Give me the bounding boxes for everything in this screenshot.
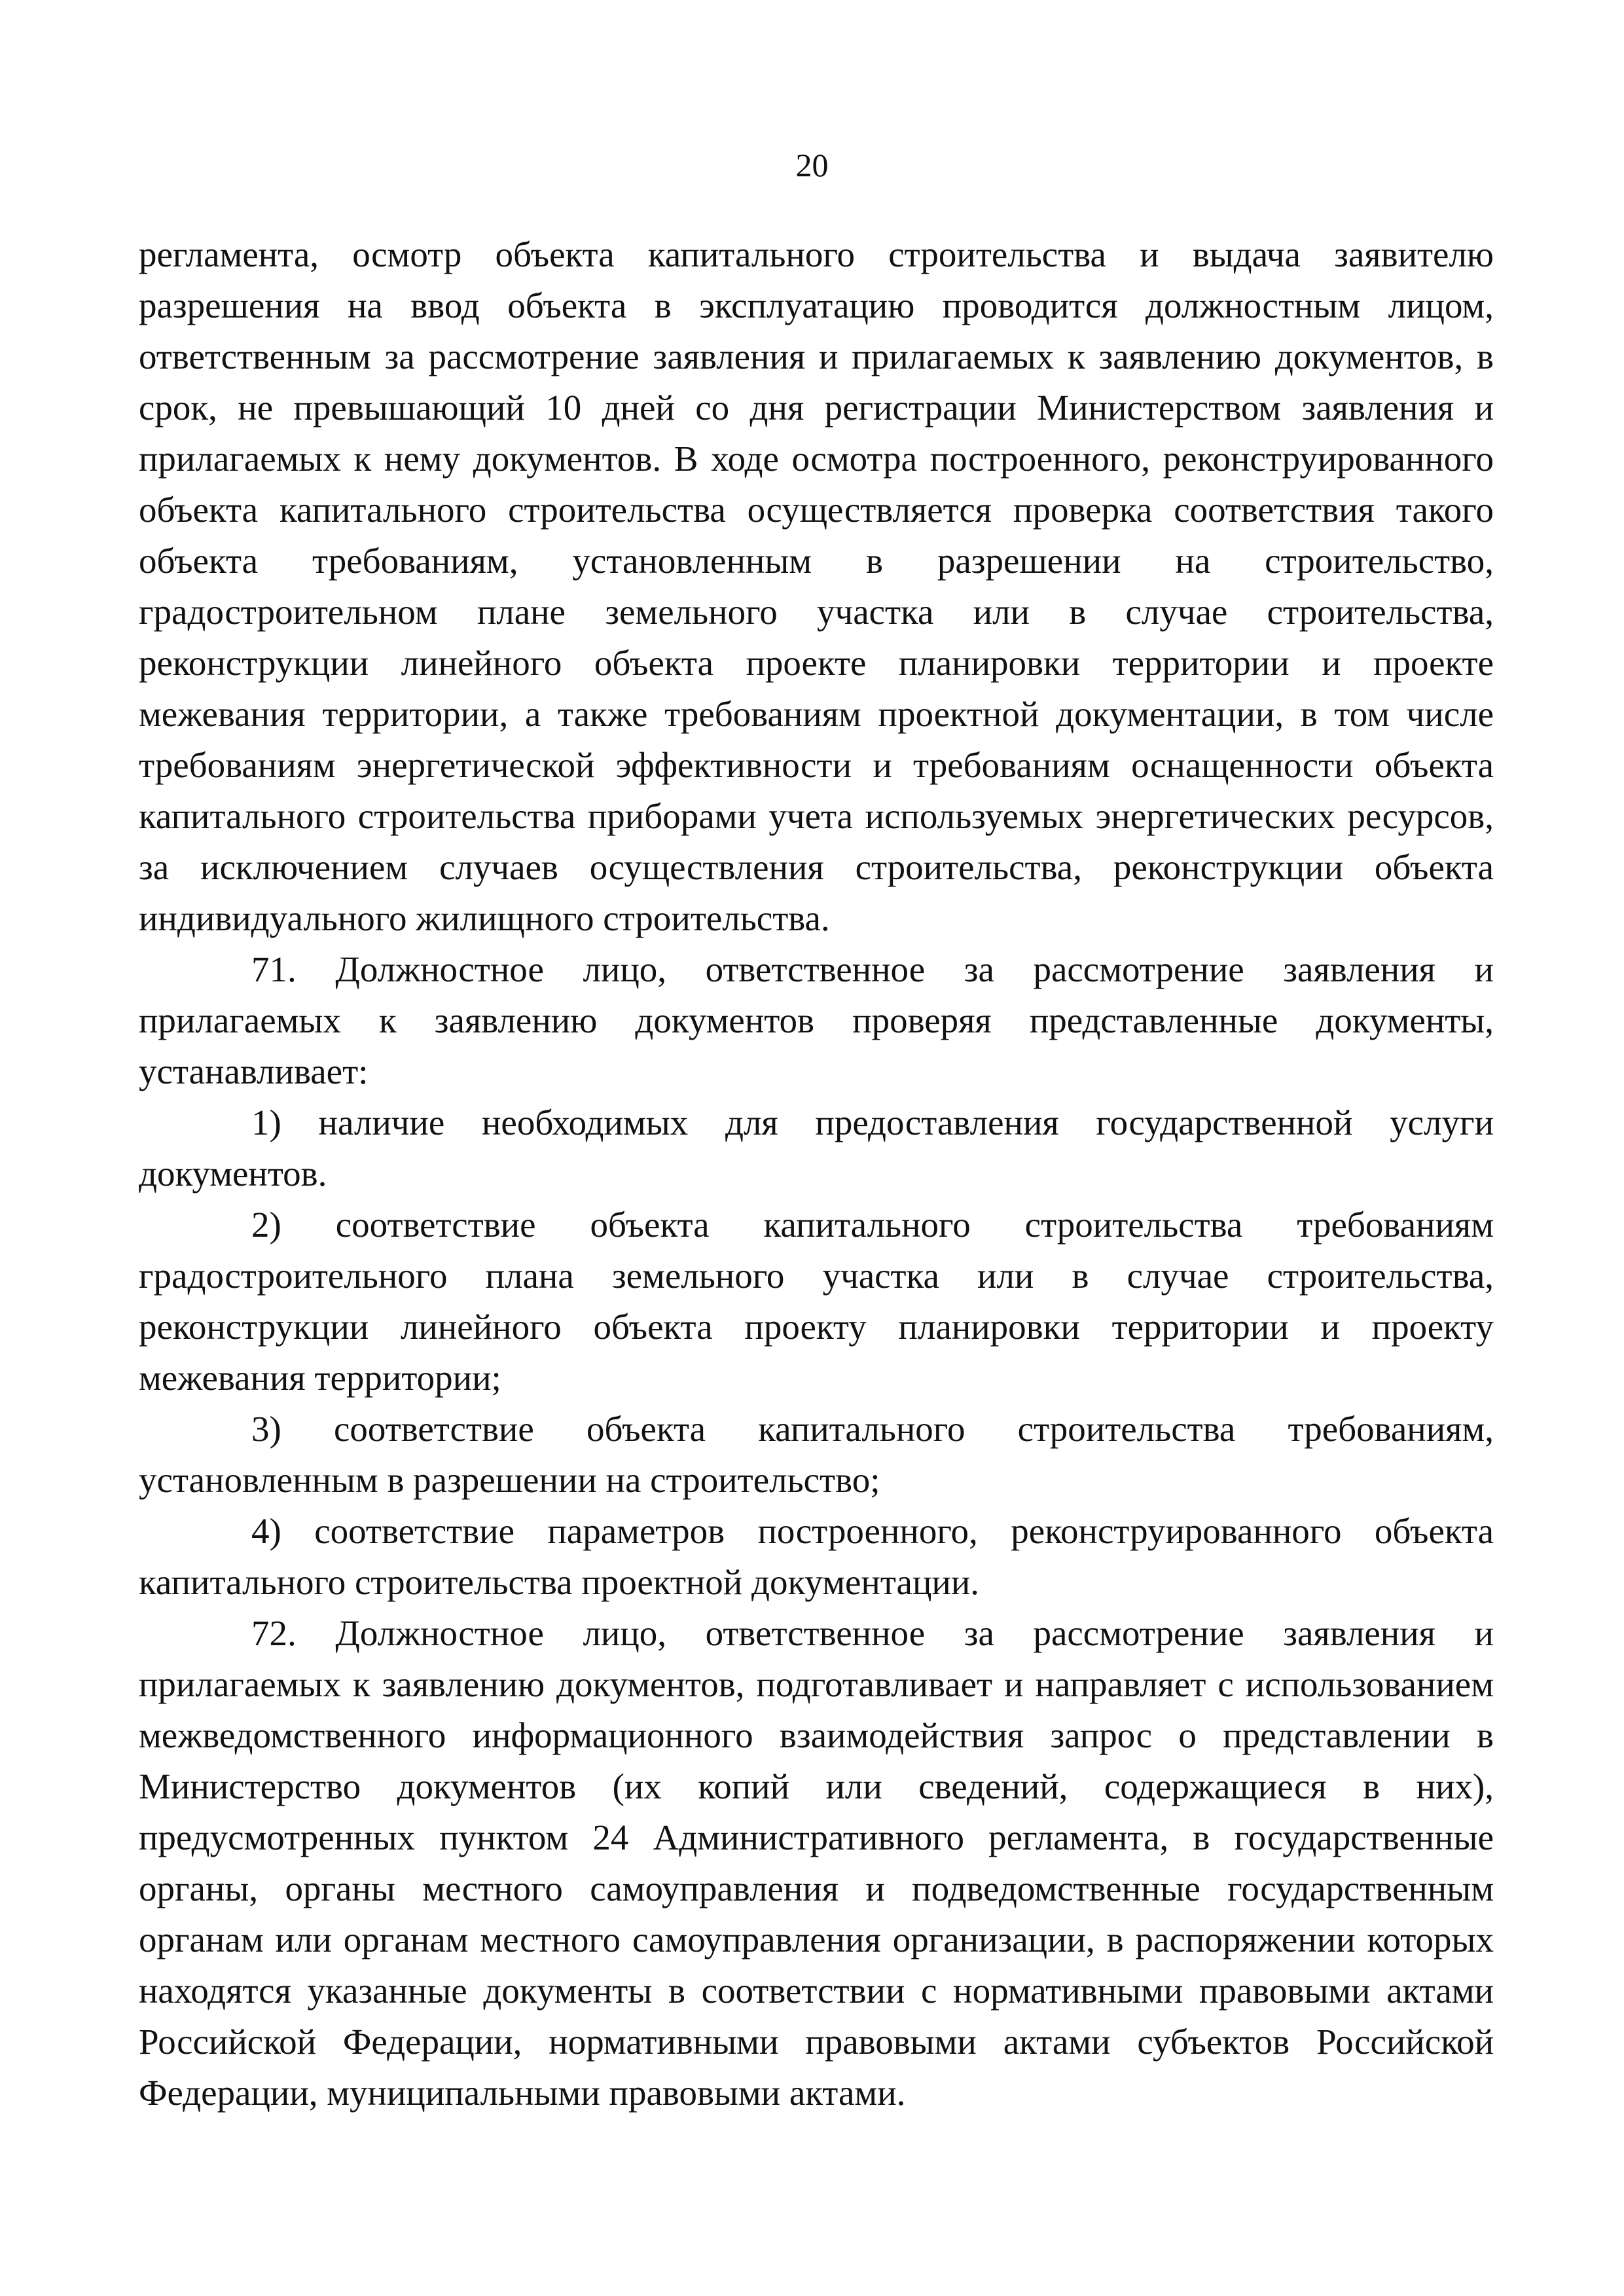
paragraph-item-72: 72. Должностное лицо, ответственное за рассмотрение заявления и прилагаемых к заявлению документов, подготавливает и направляет с использованием межведомственного информационного взаимодействия запрос о представлении в Министерство документов (их копий или сведений, содержащиеся в них), предусмотренных пунктом 24 Административного регламента, в государственные органы, органы местного самоуправления и подведомственные государственным органам или органам местного самоуправления организации, в распоряжении которых находятся указанные документы в соответствии с нормативными правовыми актами Российской Федерации, нормативными правовыми актами субъектов Российской Федерации, муниципальными правовыми актами. (139, 1613, 1494, 2113)
document-body (139, 229, 1494, 2119)
list-item-4: 4) соответствие параметров построенного, реконструированного объекта капитального строительства проектной документации. (139, 1511, 1494, 1602)
page-number: 20 (795, 147, 829, 183)
list-item-1: 1) наличие необходимых для предоставления государственной услуги документов. (139, 1102, 1494, 1194)
list-item-3: 3) соответствие объекта капитального строительства требованиям, установленным в разрешении на строительство; (139, 1409, 1494, 1500)
paragraph-continuation: регламента, осмотр объекта капитального строительства и выдача заявителю разрешения на ввод объекта в эксплуатацию проводится должностным лицом, ответственным за рассмотрение заявления и прилагаемых к заявлению документов, в срок, не превышающий 10 дней со дня регистрации Министерством заявления и прилагаемых к нему документов. В ходе осмотра построенного, реконструированного объекта капитального строительства осуществляется проверка соответствия такого объекта требованиям, установленным в разрешении на строительство, градостроительном плане земельного участка или в случае строительства, реконструкции линейного объекта проекте планировки территории и проекте межевания территории, а также требованиям проектной документации, в том числе требованиям энергетической эффективности и требованиям оснащенности объекта капитального строительства приборами учета используемых энергетических ресурсов, за исключением случаев осуществления строительства, реконструкции объекта индивидуального жилищного строительства. (139, 234, 1494, 938)
list-item-2: 2) соответствие объекта капитального строительства требованиям градостроительного плана земельного участка или в случае строительства, реконструкции линейного объекта проекту планировки территории и проекту межевания территории; (139, 1205, 1494, 1398)
paragraph-item-71: 71. Должностное лицо, ответственное за рассмотрение заявления и прилагаемых к заявлению документов проверяя представленные документы, устанавливает: (139, 949, 1494, 1091)
